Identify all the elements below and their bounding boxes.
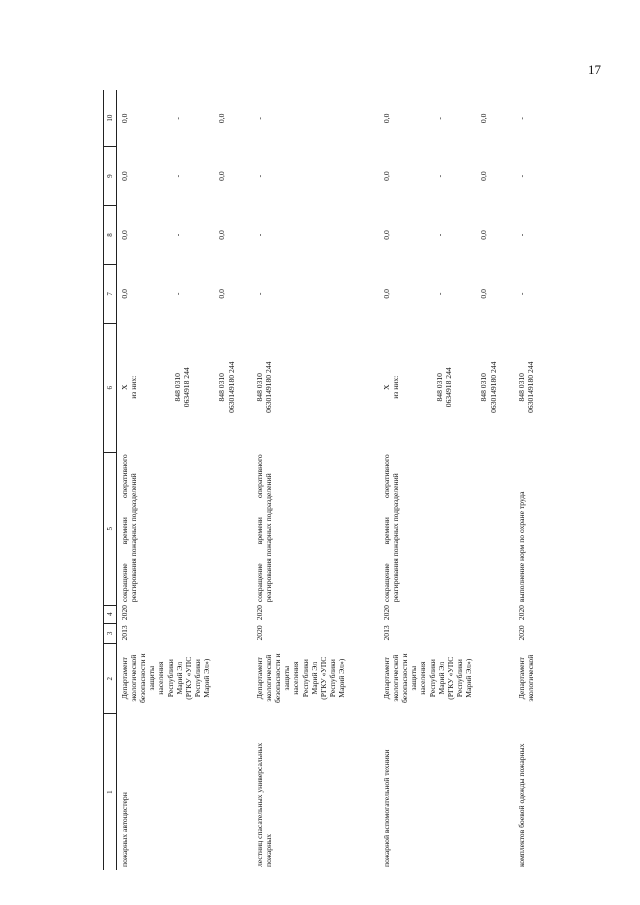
value: 0,0 [120,230,129,240]
value-cell-8 [117,206,253,265]
value: - [435,292,445,296]
value: 0,0 [217,171,227,181]
executor-line: защиты [282,665,292,691]
budget-code: 0634918 244 [182,367,192,408]
end-year: 2020 [517,605,526,621]
end-year: 2020 [120,605,129,621]
start-year: 2020 [255,625,264,641]
budget-code: 848 0310 [517,373,526,402]
executor-line: Республики [300,659,310,698]
executor-cell [379,644,514,714]
value-cell-8: - [517,233,526,237]
activity-name: пожарных автоцистерн [120,792,129,867]
budget-code-x: X [120,384,129,390]
executor-cell [252,644,379,714]
activity-name: лестниц спасательных универсальных пожарных [255,742,274,867]
value: 0,0 [120,289,129,299]
executor-line: экологической [129,654,139,702]
value: - [173,233,183,237]
value-cell-7: - [255,292,264,296]
value: 0,0 [479,289,489,299]
col-header-7: 7 [104,264,117,323]
value-cell-7: - [517,292,526,296]
executor-cell [117,644,253,714]
budget-code: 848 0310 [435,373,445,402]
value-cell-7 [379,264,514,323]
value: 0,0 [382,171,391,181]
budget-code: 0634918 244 [444,367,454,408]
value-cell-10 [379,90,514,147]
executor-line: безопасности и [400,653,410,703]
budget-code-cell [252,323,379,452]
value: - [173,292,183,296]
value-cell-10: - [255,117,264,120]
executor-line: экологической [264,654,274,702]
budget-code-note: из них: [391,375,401,399]
executor-line: населения [156,661,166,695]
value: 0,0 [382,230,391,240]
executor-line: Марий Эл [436,661,446,695]
col-header-2: 2 [104,644,117,714]
budget-code-cell [117,323,253,452]
start-year: 2013 [382,625,391,641]
value-cell-10: - [517,117,526,120]
budget-code-cell [514,323,577,452]
value: 0,0 [120,171,129,181]
executor-line: Республики [165,659,175,698]
value-cell-8: - [255,233,264,237]
value-cell-9 [117,147,253,206]
rotated-table-container [103,90,623,870]
value: 0,0 [217,113,227,124]
col-header-1: 1 [104,714,117,870]
budget-code: 0630149180 244 [264,361,274,413]
col-header-10: 10 [104,90,117,147]
executor-line: экологической [526,654,536,702]
budget-code-note: из них: [129,375,139,399]
value: - [435,117,445,120]
budget-code-x: X [382,384,391,390]
budget-code: 0630149180 244 [526,361,536,413]
executor-line: Департамент [255,657,264,700]
executor-line: Марий Эл [174,661,184,695]
end-year: 2020 [255,605,264,621]
executor-line: Марий Эл») [463,658,473,698]
budget-code: 848 0310 [255,373,264,402]
col-header-6: 6 [104,323,117,452]
value-cell-9: - [517,174,526,178]
value: 0,0 [479,230,489,240]
value: 0,0 [479,113,489,124]
executor-line: безопасности и [138,653,148,703]
table-row [117,90,253,870]
executor-line: Департамент [517,657,526,700]
value-cell-7 [117,264,253,323]
end-year: 2020 [382,605,391,621]
table-row [252,90,379,870]
executor-line: Республики [327,659,337,698]
executor-line: Марий Эл [309,661,319,695]
expected-result: выполнение норм по охране труда [517,491,526,603]
col-header-3: 3 [104,623,117,643]
executor-line: экологической [391,654,401,702]
table-row [514,90,577,870]
executor-line: Марий Эл») [201,658,211,698]
executor-line: безопасности и [273,653,283,703]
col-header-5: 5 [104,452,117,605]
budget-code: 848 0310 [479,373,489,402]
value: 0,0 [382,289,391,299]
value: 0,0 [217,289,227,299]
start-year: 2020 [517,625,526,641]
executor-line: Республики [192,659,202,698]
value-cell-9: - [255,174,264,178]
expected-result: сокращение времени оперативного реагирования пожарных подразделений [382,454,401,603]
value: - [435,174,445,178]
activity-name: пожарной вспомогательной техники [382,749,391,867]
activity-name: комплектов боевой одежды пожарных [517,743,526,867]
value: 0,0 [120,113,129,124]
executor-line: Департамент [120,657,129,700]
executor-line: Департамент [382,657,391,700]
value: - [173,117,183,120]
col-header-4: 4 [104,605,117,623]
executor-line: защиты [147,665,157,691]
value-cell-8 [379,206,514,265]
budget-code-cell [379,323,514,452]
value: 0,0 [217,230,227,240]
executor-line: Марий Эл») [336,658,346,698]
col-header-9: 9 [104,147,117,206]
table-row [379,90,514,870]
col-header-8: 8 [104,206,117,265]
value-cell-9 [379,147,514,206]
program-activities-table [103,90,577,870]
value: 0,0 [382,113,391,124]
header-row [104,90,117,870]
executor-line: Республики [454,659,464,698]
page-number: 17 [588,62,601,77]
expected-result: сокращение времени оперативного реагирования пожарных подразделений [255,454,274,603]
budget-code: 848 0310 [173,373,183,402]
budget-code: 0630149180 244 [226,361,236,413]
value: 0,0 [479,171,489,181]
executor-line: (РГКУ «УПС [445,656,455,700]
executor-line: (РГКУ «УПС [183,656,193,700]
executor-line: (РГКУ «УПС [318,656,328,700]
executor-line: населения [418,661,428,695]
budget-code: 848 0310 [217,373,227,402]
budget-code: 0630149180 244 [488,361,498,413]
value: - [173,174,183,178]
expected-result: сокращение времени оперативного реагирования пожарных подразделений [120,454,139,603]
value-cell-10 [117,90,253,147]
value: - [435,233,445,237]
executor-line: населения [291,661,301,695]
start-year: 2013 [120,625,129,641]
executor-line: защиты [409,665,419,691]
executor-cell [514,644,577,714]
executor-line: Республики [427,659,437,698]
